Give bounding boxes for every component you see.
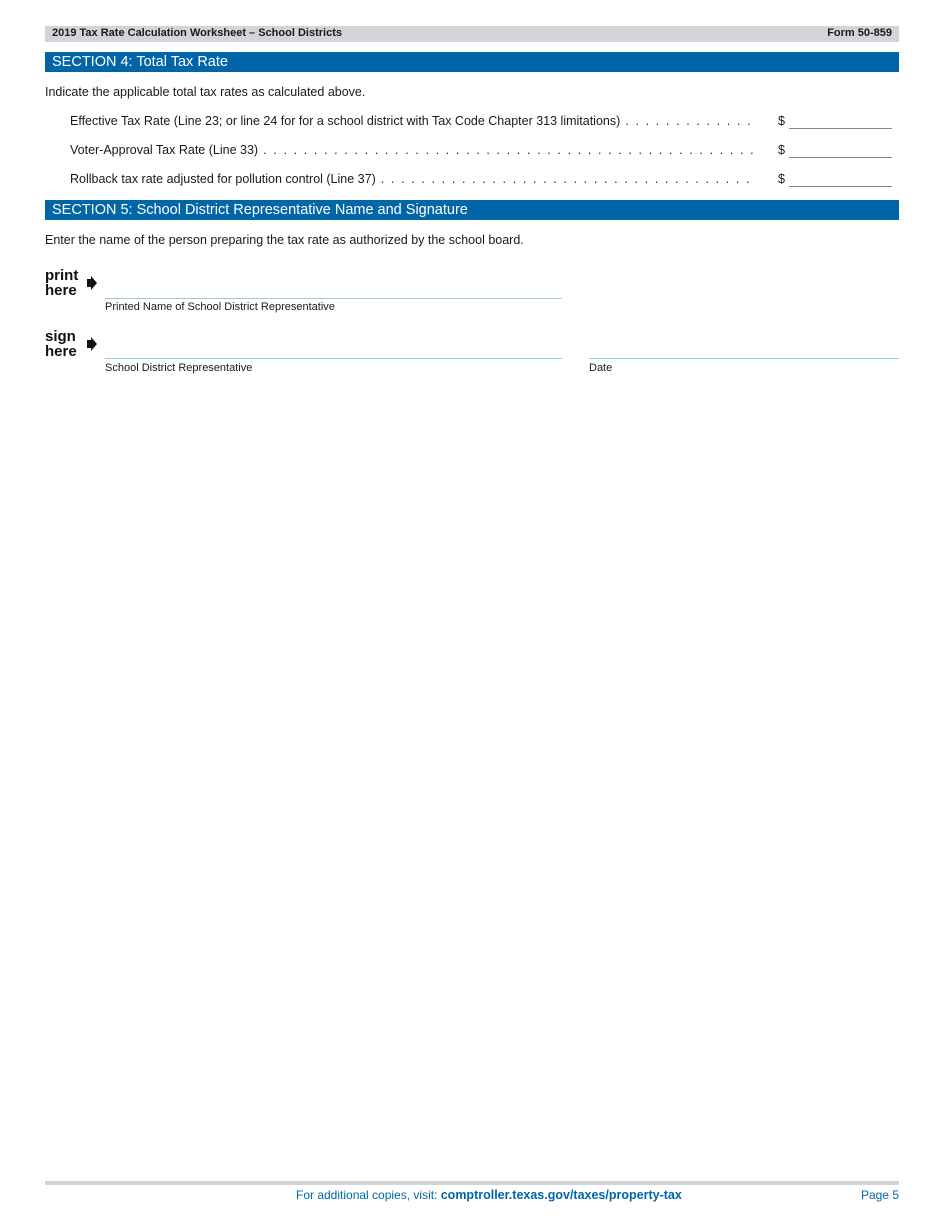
arrow-right-icon (87, 337, 97, 351)
dollar-sign: $ (778, 143, 785, 157)
page-number: Page 5 (860, 1188, 899, 1202)
effective-tax-rate-label: Effective Tax Rate (Line 23; or line 24 for for a school district with Tax Code Chapter 313 limitations) . . . (70, 114, 757, 128)
voter-approval-rate-row (70, 143, 893, 159)
signature-field[interactable] (105, 358, 562, 359)
footer-rule (45, 1181, 899, 1185)
section-5-intro: Enter the name of the person preparing the tax rate as authorized by the school board. (45, 233, 524, 247)
date-field[interactable] (589, 358, 899, 359)
form-number: Form 50-859 (827, 27, 892, 39)
printed-name-label: Printed Name of School District Representative (105, 301, 335, 313)
section-5-heading: SECTION 5: School District Representative Name and Signature (45, 200, 899, 220)
section-4-heading: SECTION 4: Total Tax Rate (45, 52, 899, 72)
effective-tax-rate-row (70, 114, 893, 130)
arrow-right-icon (87, 276, 97, 290)
page-header (45, 26, 899, 42)
print-here-badge: print here (45, 268, 105, 298)
dollar-sign: $ (778, 172, 785, 186)
printed-name-field[interactable] (105, 298, 562, 299)
form-title: 2019 Tax Rate Calculation Worksheet – School Districts (52, 27, 342, 39)
sign-here-badge: sign here (45, 329, 105, 359)
signature-label: School District Representative (105, 362, 253, 374)
date-label: Date (589, 362, 613, 374)
effective-tax-rate-field[interactable] (789, 128, 892, 129)
voter-approval-rate-field[interactable] (789, 157, 892, 158)
voter-approval-rate-label: Voter-Approval Tax Rate (Line 33) . . . (70, 143, 757, 157)
rollback-rate-field[interactable] (789, 186, 892, 187)
footer-copies-note: For additional copies, visit: comptroller.texas.gov/taxes/property-tax (296, 1188, 682, 1202)
rollback-rate-label: Rollback tax rate adjusted for pollution control (Line 37) . . . (70, 172, 757, 186)
section-4-intro: Indicate the applicable total tax rates as calculated above. (45, 85, 366, 99)
rollback-rate-row (70, 172, 893, 188)
comptroller-link[interactable]: comptroller.texas.gov/taxes/property-tax (440, 1188, 682, 1202)
dollar-sign: $ (778, 114, 785, 128)
